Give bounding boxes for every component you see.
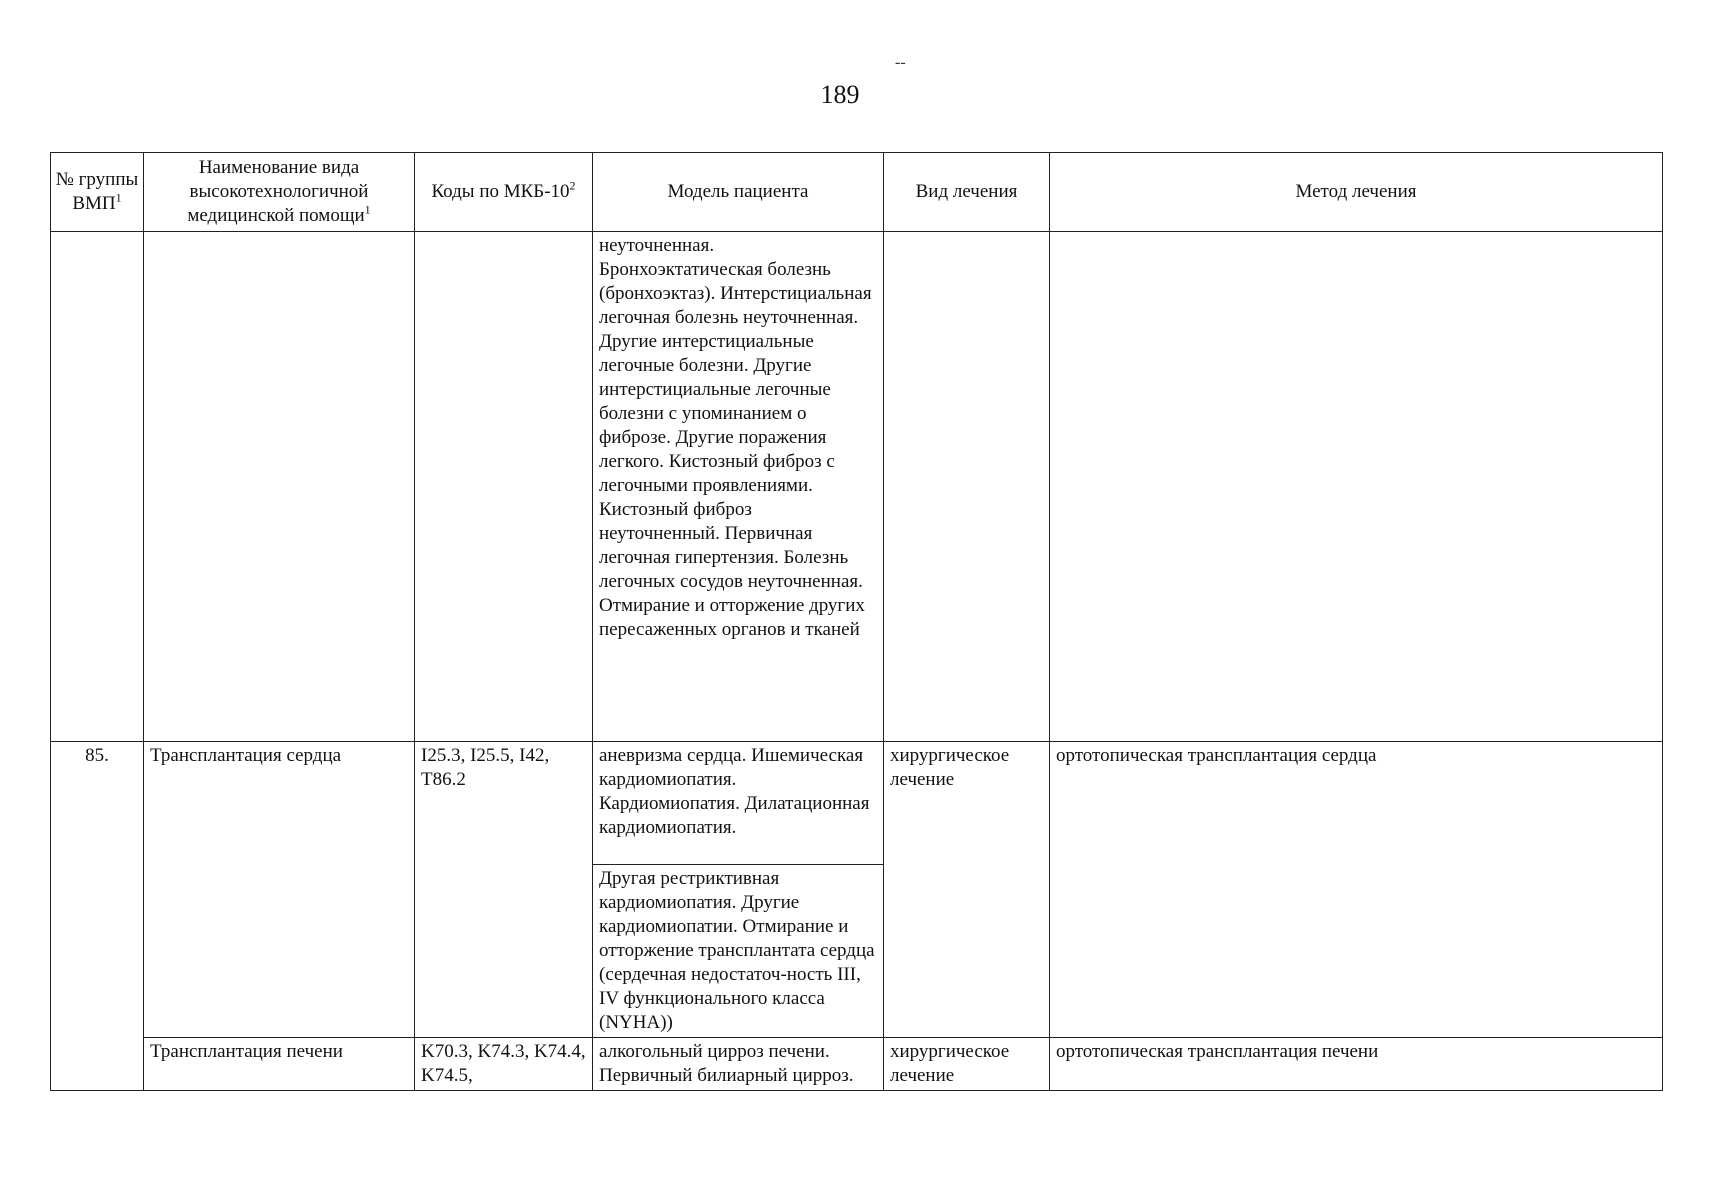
- cell-patient-model: Другая рестриктивная кардиомиопатия. Другие кардиомиопатии. Отмирание и отторжение трансплантата сердца (сердечная недостаточ-ность III, IV функционального класса (NYHA)): [593, 865, 884, 1038]
- cell-group-number: 85.: [51, 742, 144, 1091]
- cell-treatment-method: ортотопическая трансплантация сердца: [1050, 742, 1663, 1038]
- page-top-mark: --: [895, 54, 906, 71]
- header-treatment-method: Метод лечения: [1050, 153, 1663, 232]
- header-care-name: Наименование вида высокотехнологичной медицинской помощи$^1$: [144, 153, 415, 232]
- page-number: 189: [820, 80, 860, 109]
- header-group-number: № группы ВМП$^1$: [51, 153, 144, 232]
- cell-empty: [144, 232, 415, 742]
- medical-care-table: [50, 152, 1663, 1091]
- cell-empty: [1050, 232, 1663, 742]
- header-patient-model: Модель пациента: [593, 153, 884, 232]
- cell-empty: [51, 232, 144, 742]
- cell-patient-model: алкогольный цирроз печени. Первичный билиарный цирроз.: [593, 1038, 884, 1091]
- cell-patient-model: аневризма сердца. Ишемическая кардиомиопатия. Кардиомиопатия. Дилатационная кардиомиопатия.: [593, 742, 884, 865]
- cell-empty: [415, 232, 593, 742]
- cell-treatment-type: хирургическое лечение: [884, 1038, 1050, 1091]
- table-header-row: [51, 153, 1663, 232]
- cell-icd-codes: I25.3, I25.5, I42, T86.2: [415, 742, 593, 1038]
- table-row-heart-transplant: [51, 742, 1663, 865]
- cell-empty: [884, 232, 1050, 742]
- table-row-continuation: [51, 232, 1663, 742]
- cell-care-name: Трансплантация печени: [144, 1038, 415, 1091]
- cell-treatment-type: хирургическое лечение: [884, 742, 1050, 1038]
- header-treatment-type: Вид лечения: [884, 153, 1050, 232]
- cell-icd-codes: K70.3, K74.3, K74.4, K74.5,: [415, 1038, 593, 1091]
- cell-care-name: Трансплантация сердца: [144, 742, 415, 1038]
- table-row-liver-transplant: [51, 1038, 1663, 1091]
- header-icd-codes: Коды по МКБ-$10^2$: [415, 153, 593, 232]
- cell-treatment-method: ортотопическая трансплантация печени: [1050, 1038, 1663, 1091]
- cell-patient-model: неуточненная. Бронхоэктатическая болезнь (бронхоэктаз). Интерстициальная легочная болезнь неуточненная. Другие интерстициальные легочные болезни. Другие интерстициальные легочные болезни с упоминанием о фиброзе. Другие поражения легкого. Кистозный фиброз с легочными проявлениями. Кистозный фиброз неуточненный. Первичная легочная гипертензия. Болезнь легочных сосудов неуточненная. Отмирание и отторжение других пересаженных органов и тканей: [593, 232, 884, 742]
